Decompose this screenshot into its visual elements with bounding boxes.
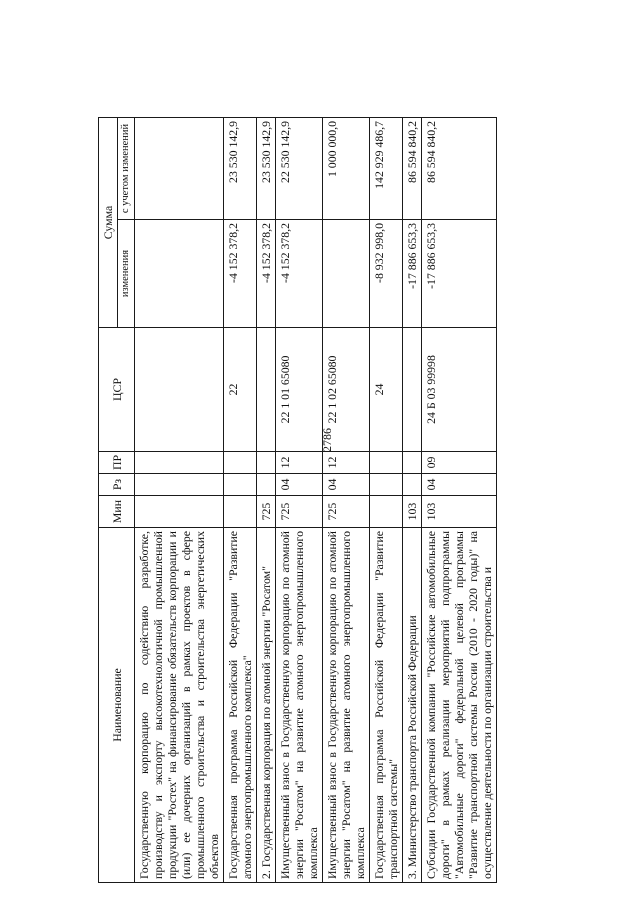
row-total: 22 530 142,9 [276, 118, 323, 220]
row-name: Имущественный взнос в Государственную корпорацию по атомной энергии "Росатом" на развитие атомного энергопромышленного комплекса [276, 528, 323, 883]
row-total: 1 000 000,0 [323, 118, 370, 220]
budget-table [98, 117, 497, 883]
table-row [323, 118, 370, 883]
row-min: 725 [323, 496, 370, 528]
table-row [224, 118, 257, 883]
row-rz: 04 [422, 474, 497, 496]
header-pr: ПР [99, 452, 135, 474]
row-rz: 04 [276, 474, 323, 496]
row-total: 86 594 840,2 [403, 118, 422, 220]
row-csr: 22 [224, 328, 257, 452]
table-row [370, 118, 403, 883]
table-row [257, 118, 276, 883]
header-min: Мин [99, 496, 135, 528]
row-min [370, 496, 403, 528]
row-change: -17 886 653,3 [422, 220, 497, 328]
row-rz [370, 474, 403, 496]
header-csr: ЦСР [99, 328, 135, 452]
row-change [323, 220, 370, 328]
row-min: 103 [403, 496, 422, 528]
row-rz [257, 474, 276, 496]
row-change: -8 932 998,0 [370, 220, 403, 328]
row-name: Имущественный взнос в Государственную корпорацию по атомной энергии "Росатом" на развитие атомного энергопромышленного комплекса [323, 528, 370, 883]
row-name: 3. Министерство транспорта Российской Федерации [403, 528, 422, 883]
row-pr: 09 [422, 452, 497, 474]
row-total: 23 530 142,9 [224, 118, 257, 220]
row-csr [403, 328, 422, 452]
row-total: 142 929 486,7 [370, 118, 403, 220]
table-row [403, 118, 422, 883]
row-rz [403, 474, 422, 496]
row-pr [370, 452, 403, 474]
table-row [422, 118, 497, 883]
row-name: Субсидии Государственной компании "Российские автомобильные дороги" в рамках реализации мероприятий подпрограммы "Автомобильные дороги" федеральной целевой программы "Развитие транспортной системы России (2010 - 2020 годы)" на осуществление деятельности по организации строительства и [422, 528, 497, 883]
row-csr: 24 [370, 328, 403, 452]
row-rz: 04 [323, 474, 370, 496]
row-name: Государственная программа Российской Федерации "Развитие атомного энергопромышленного комплекса" [224, 528, 257, 883]
row-csr: 24 Б 03 99998 [422, 328, 497, 452]
row-csr [257, 328, 276, 452]
header-rz: Рз [99, 474, 135, 496]
row-rz [135, 474, 224, 496]
header-name: Наименование [99, 528, 135, 883]
row-min [135, 496, 224, 528]
row-rz [224, 474, 257, 496]
header-sum: Сумма [99, 118, 118, 328]
row-name: 2. Государственная корпорация по атомной энергии "Росатом" [257, 528, 276, 883]
row-total: 86 594 840,2 [422, 118, 497, 220]
budget-table-container [98, 118, 608, 883]
row-pr: 12 [323, 452, 370, 474]
header-row-1 [99, 118, 118, 883]
row-min [224, 496, 257, 528]
row-pr [257, 452, 276, 474]
row-name: Государственную корпорацию по содействию разработке, производству и экспорту высокотехнологичной промышленной продукции "Ростех" на финансирование обязательств корпорации и (или) ее дочерних организаций в рамках проектов в сфере промышленного строительства и строительства энергетических объектов [135, 528, 224, 883]
page-number: 2786 [320, 428, 334, 452]
row-change: -4 152 378,2 [276, 220, 323, 328]
row-csr: 22 1 01 65080 [276, 328, 323, 452]
table-row [276, 118, 323, 883]
row-pr [224, 452, 257, 474]
table-row [135, 118, 224, 883]
row-change: -17 886 653,3 [403, 220, 422, 328]
header-change: изменения [118, 220, 135, 328]
row-change [135, 220, 224, 328]
row-change: -4 152 378,2 [257, 220, 276, 328]
row-pr [135, 452, 224, 474]
row-total: 23 530 142,9 [257, 118, 276, 220]
row-csr [135, 328, 224, 452]
row-pr [403, 452, 422, 474]
row-change: -4 152 378,2 [224, 220, 257, 328]
row-csr: 22 1 02 65080 [323, 328, 370, 452]
header-with-change: с учетом изменений [118, 118, 135, 220]
row-name: Государственная программа Российской Федерации "Развитие транспортной системы" [370, 528, 403, 883]
row-pr: 12 [276, 452, 323, 474]
row-min: 725 [257, 496, 276, 528]
row-min: 725 [276, 496, 323, 528]
row-total [135, 118, 224, 220]
row-min: 103 [422, 496, 497, 528]
